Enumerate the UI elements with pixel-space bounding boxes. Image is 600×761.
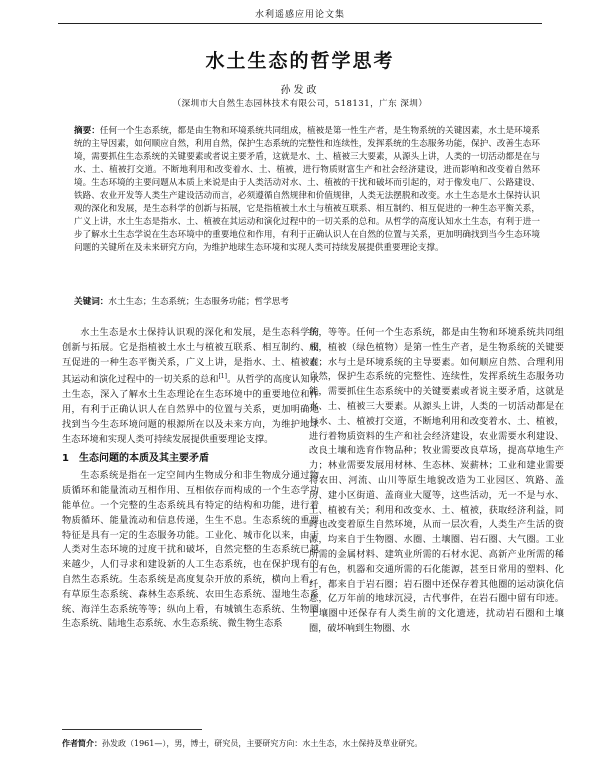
keywords-text: 水土生态；生态系统；生态服务功能；哲学思考 (108, 297, 289, 307)
intro-text: 水土生态是水土保持认识观的深化和发展，是生态科学的创新与拓展。它是指植被土水土与植被互联系、相互制约、相互促进的一种生态平衡关系，广义上讲，是指水、土、植被在其运动和演化过程中的一切关系的总和 (62, 327, 319, 386)
author-footnote (62, 738, 542, 749)
section-heading: 1 生态问题的本质及其主要矛盾 (62, 453, 209, 465)
right-column (309, 326, 564, 637)
abstract-text: 任何一个生态系统，都是由生物和环境系统共同组成，植被是第一性生产者，是生物系统的关键因素，水土是环境系统的主导因素，如何顺应自然，利用自然，保护生态系统的完整性和连续性，发挥系统的生态服务功能，保护、改善生态环境，需要抓住生态系统的关键要素或者说主要矛盾，这就是水、土、植被三大要素，从源头上讲，人类的一切活动都是在与水、土、植被打交道。不断地利用和改变着水、土、植被，进行物质财富生产和社会经济建设，进而影响和改变着自然环境。生态环境的主要问题从本质上来说是由于人类活动对水、土、植被的干扰和破坏而引起的，对于像发电厂、公路建设、铁路、农业开发等人类生产建设活动而言，必须遵循自然规律和价值规律，人类无法摆脱和改变。水土生态是水土保持认识观的深化和发展，是生态科学的创新与拓展，它是指植被土水土与植被互联系、相互制约、相互促进的一种生态平衡关系，广义上讲，水土生态是指水、土、植被在其运动和演化过程中的一切关系的总和。从哲学的高度认知水土生态，有利于进一步了解水土生态学说在生态环境中的重要地位和作用，有利于正确认识人在自然的位置与关系，更加明确找到当今生态环境问题的关键所在及未来研究方向，为维护地球生态环境和实现人类可持续发展提供重要理论支撑。 (74, 126, 540, 253)
abstract (74, 125, 540, 255)
intro-paragraph (62, 326, 319, 447)
citation-ref: [1] (218, 373, 227, 381)
keywords-label: 关键词： (74, 297, 109, 307)
footnote-text: 孙发政（1961—），男，博士，研究员，主要研究方向：水土生态，水土保持及草业研究。 (102, 739, 423, 748)
section1-paragraph: 生态系统是指在一定空间内生物成分和非生物成分通过物质循环和能量流动互相作用、互相依存而构成的一个生态学功能单位。一个完整的生态系统具有特定的结构和功能，进行着物质循环、能量流动和信息传递，生生不息。生态系统的重要特征是具有一定的生态服务功能。工业化、城市化以来，由于人类对生态环境的过度干扰和破坏，自然完整的生态系统已越来越少，人们寻求和建设新的人工生态系统，也在保护现有的自然生态系统。生态系统是高度复杂开放的系统，横向上看，有草原生态系统、森林生态系统、农田生态系统、湿地生态系统、海洋生态系统等等；纵向上看，有城镇生态系统、生物圈生态系统、陆地生态系统、水生态系统、微生物生态系 (62, 470, 319, 630)
footnote-rule (62, 729, 202, 730)
left-column (62, 326, 319, 632)
affiliation: （深圳市大自然生态园林技术有限公司，518131，广东 深圳） (172, 99, 428, 109)
author: 孙发政 (280, 85, 320, 96)
keywords (74, 296, 540, 309)
right-paragraph: 统，等等。任何一个生态系统，都是由生物和环境系统共同组成，植被（绿色植物）是第一性生产者，是生物系统的关键要素；水与土是环境系统的主导要素。如何顺应自然、合理利用自然，保护生态系统的完整性、连续性，发挥系统生态服务功能，需要抓住生态系统中的关键要素或者说主要矛盾，这就是水、土、植被三大要素。从源头上讲，人类的一切活动都是在与水、土、植被打交道，不断地利用和改变着水、土、植被，进行着物质资料的生产和社会经济建设，农业需要水利建设、改良土壤和选育作物品种；牧业需要改良草场，提高草地生产力；林业需要发展用材林、生态林、炭薪林；工业和建业需要将农田、河流、山川等原生地貌改造为工业园区、筑路、盖房、建小区街道、盖商业大厦等，这些活动，无一不是与水、土、植被有关；利用和改变水、土、植被，获取经济利益，同时也改变着原生自然环境，从而一层次看，人类生产生活的资源，均来自于生物圈、水圈、土壤圈、岩石圈、大气圈。工业所需的金属材料、建筑业所需的石材水泥、高新产业所需的稀土有色，机器和交通所需的石化能源，甚至日常用的塑料、化纤，都来自于岩石圈；岩石圈中还保存着其他圈的运动演化信息，亿万年前的地球沉浸，古代事件，在岩石圈中留有印迹。土壤圈中还保存有人类生前的文化遗迹，扰动岩石圈和土壤圈，破坏响到生物圈、水 (309, 327, 564, 634)
abstract-label: 摘要： (74, 126, 100, 136)
intro-text-tail: 。从哲学的高度认知水土生态，深入了解水土生态理论在生态环境中的重要地位和作用，有利于正确认识人在自然界中的位置与关系，更加明确地找到当今生态环境问题的根源所在以及未来方向，为维护地球生态环境和实现人类可持续发展提供重要理论支撑。 (62, 374, 320, 445)
running-head: 水利遥感应用论文集 (58, 7, 542, 24)
footnote-label: 作者简介： (62, 739, 102, 748)
paper-title: 水土生态的哲学思考 (205, 50, 395, 72)
